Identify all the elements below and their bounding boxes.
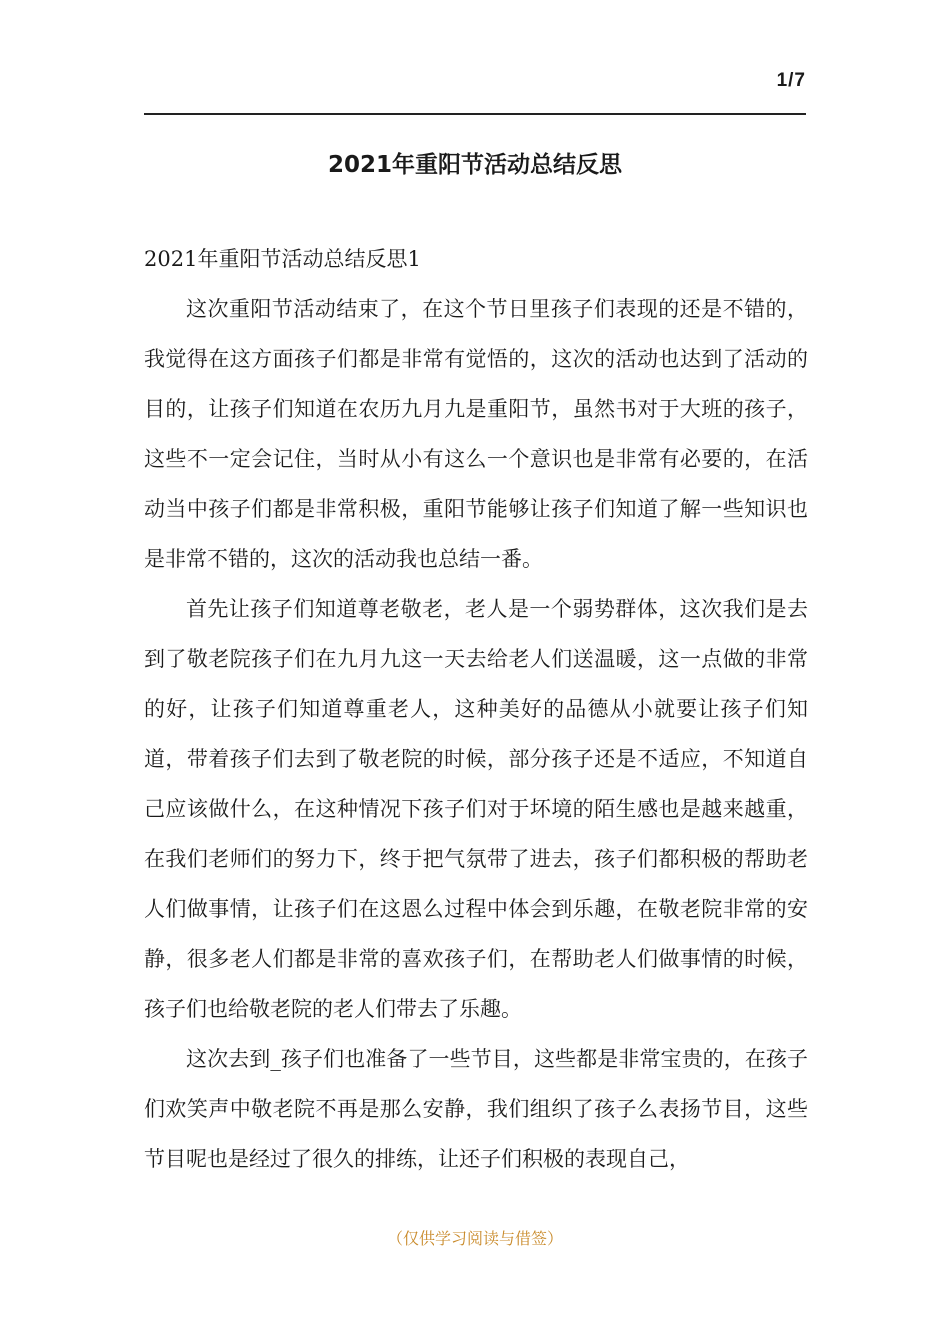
paragraph: 这次去到_孩子们也准备了一些节目，这些都是非常宝贵的，在孩子们欢笑声中敬老院不再是那么安静，我们组织了孩子么表扬节目，这些节目呢也是经过了很久的排练，让还子们积极的表现自己，	[144, 1047, 808, 1171]
paragraph: 首先让孩子们知道尊老敬老，老人是一个弱势群体，这次我们是去到了敬老院孩子们在九月九这一天去给老人们送温暖，这一点做的非常的好，让孩子们知道尊重老人，这种美好的品德从小就要让孩子们知道，带着孩子们去到了敬老院的时候，部分孩子还是不适应，不知道自己应该做什么，在这种情况下孩子们对于坏境的陌生感也是越来越重，在我们老师们的努力下，终于把气氛带了进去，孩子们都积极的帮助老人们做事情，让孩子们在这恩么过程中体会到乐趣，在敬老院非常的安静，很多老人们都是非常的喜欢孩子们，在帮助老人们做事情的时候，孩子们也给敬老院的老人们带去了乐趣。	[144, 597, 808, 1021]
paragraph: 这次重阳节活动结束了，在这个节日里孩子们表现的还是不错的，我觉得在这方面孩子们都是非常有觉悟的，这次的活动也达到了活动的目的，让孩子们知道在农历九月九是重阳节，虽然书对于大班的孩子，这些不一定会记住，当时从小有这么一个意识也是非常有必要的，在活动当中孩子们都是非常积极，重阳节能够让孩子们知道了解一些知识也是非常不错的，这次的活动我也总结一番。	[144, 297, 808, 571]
document-title: 2021年重阳节活动总结反思	[327, 152, 622, 179]
header-divider	[144, 113, 806, 115]
footer-note: （仅供学习阅读与借签）	[386, 1229, 563, 1248]
document-body	[144, 234, 808, 1184]
section-heading: 2021年重阳节活动总结反思1	[144, 247, 421, 271]
page-number: 1/7	[776, 70, 806, 91]
